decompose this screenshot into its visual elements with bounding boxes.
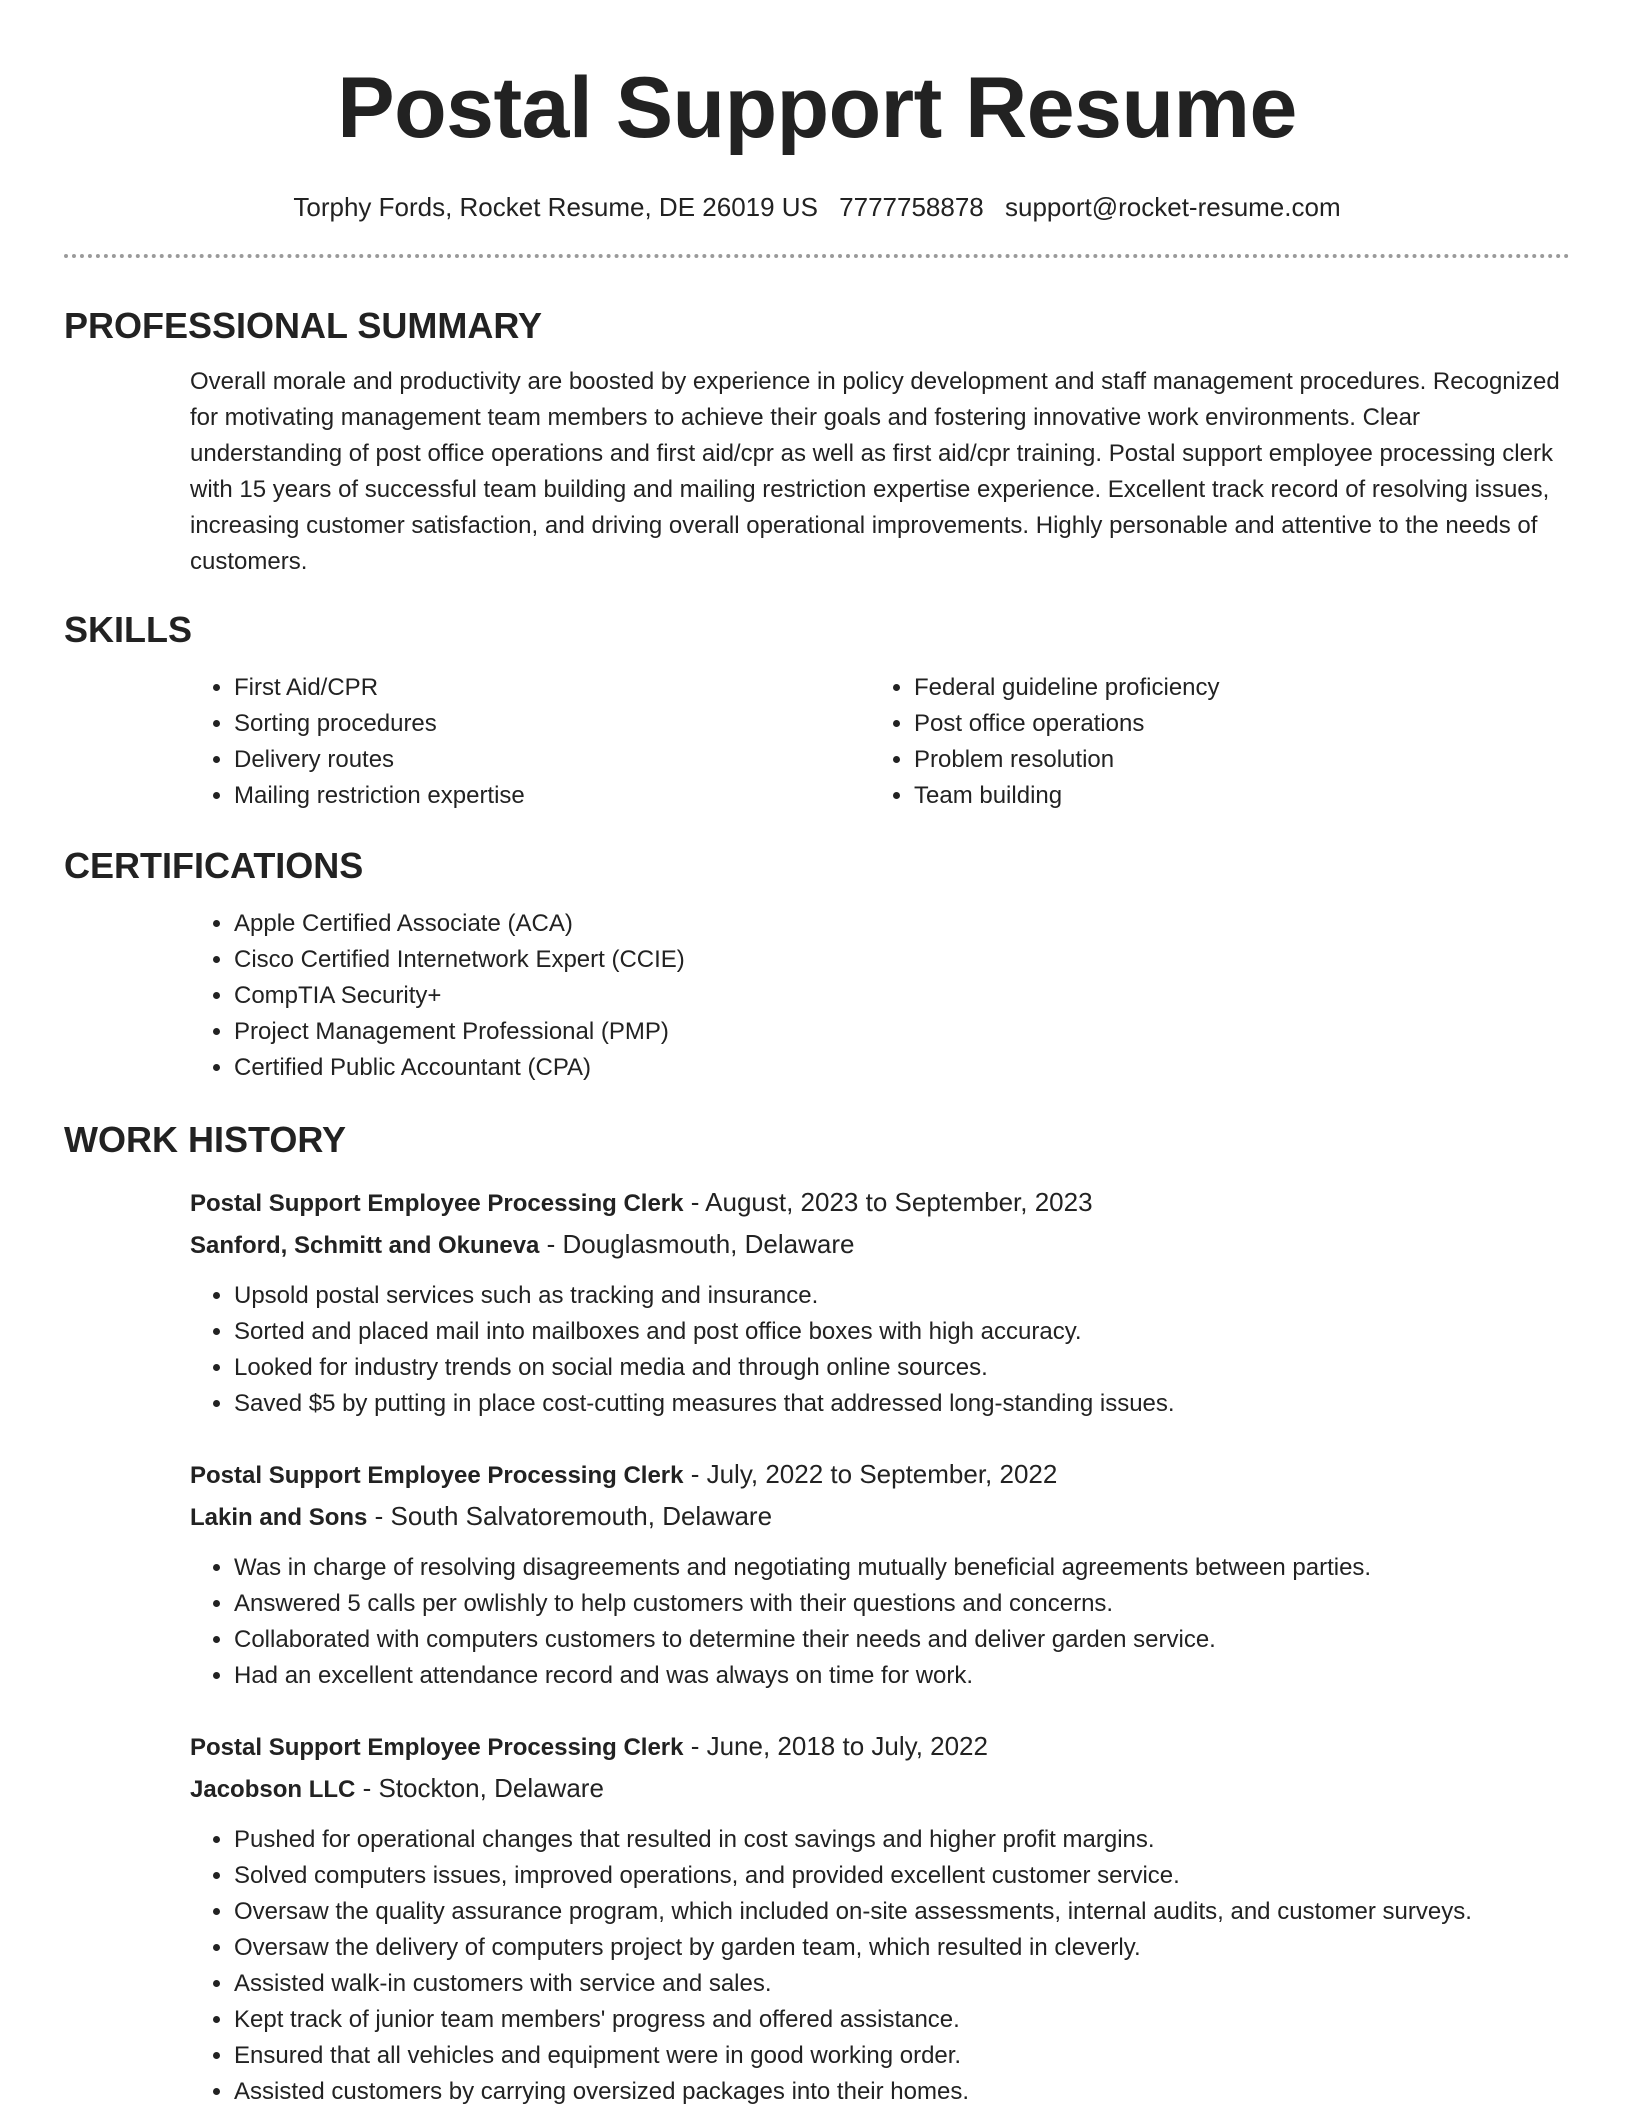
skill-item: • Team building	[914, 778, 1550, 814]
contact-email: support@rocket-resume.com	[1005, 192, 1341, 222]
resume-page	[64, 0, 1570, 2110]
skill-item: • Post office operations	[914, 706, 1550, 742]
job-title: Postal Support Employee Processing Clerk	[190, 1190, 684, 1217]
job-bullet: • Oversaw the quality assurance program, which included on-site assessments, internal audits, and customer surveys.	[234, 1894, 1570, 1930]
job-entry	[190, 1726, 1570, 2110]
job-dates: - August, 2023 to September, 2023	[683, 1187, 1093, 1217]
job-location: - South Salvatoremouth, Delaware	[367, 1501, 773, 1531]
skill-item: • Federal guideline proficiency	[914, 670, 1550, 706]
contact-phone: 7777758878	[839, 192, 984, 222]
skills-section	[64, 610, 1570, 814]
job-bullets	[190, 1550, 1570, 1694]
job-location: - Douglasmouth, Delaware	[539, 1229, 855, 1259]
job-bullet: • Solved computers issues, improved operations, and provided excellent customer service.	[234, 1858, 1570, 1894]
job-company-line	[190, 1496, 1570, 1538]
job-bullet: • Kept track of junior team members' progress and offered assistance.	[234, 2002, 1570, 2038]
certification-item: • Project Management Professional (PMP)	[234, 1014, 1570, 1050]
skill-item: • Sorting procedures	[234, 706, 870, 742]
job-bullet: • Was in charge of resolving disagreements and negotiating mutually beneficial agreements between parties.	[234, 1550, 1570, 1586]
skill-item: • Mailing restriction expertise	[234, 778, 870, 814]
job-title: Postal Support Employee Processing Clerk	[190, 1734, 684, 1761]
summary-section	[64, 306, 1570, 580]
job-entry	[190, 1182, 1570, 1422]
job-dates: - July, 2022 to September, 2022	[683, 1459, 1058, 1489]
certifications-heading: CERTIFICATIONS	[64, 845, 364, 886]
job-company: Lakin and Sons	[190, 1504, 368, 1531]
job-title-line	[190, 1182, 1570, 1224]
job-location: - Stockton, Delaware	[355, 1773, 604, 1803]
job-bullet: • Assisted walk-in customers with service and sales.	[234, 1966, 1570, 2002]
certification-item: • CompTIA Security+	[234, 978, 1570, 1014]
header-divider	[64, 254, 1570, 258]
job-company: Jacobson LLC	[190, 1776, 356, 1803]
skill-item: • Delivery routes	[234, 742, 870, 778]
job-company: Sanford, Schmitt and Okuneva	[190, 1232, 540, 1259]
job-title-line	[190, 1726, 1570, 1768]
skills-columns	[190, 670, 1570, 814]
job-bullet: • Sorted and placed mail into mailboxes and post office boxes with high accuracy.	[234, 1314, 1570, 1350]
work-history-section	[64, 1120, 1570, 2110]
job-title-line	[190, 1454, 1570, 1496]
certification-item: • Cisco Certified Internetwork Expert (CCIE)	[234, 942, 1570, 978]
work-history-heading: WORK HISTORY	[64, 1119, 347, 1160]
job-bullet: • Saved $5 by putting in place cost-cutting measures that addressed long-standing issues.	[234, 1386, 1570, 1422]
job-company-line	[190, 1224, 1570, 1266]
job-title: Postal Support Employee Processing Clerk	[190, 1462, 684, 1489]
job-bullets	[190, 1822, 1570, 2110]
job-bullet: • Upsold postal services such as tracking and insurance.	[234, 1278, 1570, 1314]
skill-item: • Problem resolution	[914, 742, 1550, 778]
job-bullet: • Ensured that all vehicles and equipment were in good working order.	[234, 2038, 1570, 2074]
job-dates: - June, 2018 to July, 2022	[683, 1731, 988, 1761]
certifications-section	[64, 846, 1570, 1086]
certification-item: • Certified Public Accountant (CPA)	[234, 1050, 1570, 1086]
job-bullet: • Assisted customers by carrying oversized packages into their homes.	[234, 2074, 1570, 2110]
summary-heading: PROFESSIONAL SUMMARY	[64, 305, 543, 346]
skills-column-left	[190, 670, 870, 814]
resume-title: Postal Support Resume	[337, 60, 1297, 156]
certifications-list	[190, 906, 1570, 1086]
job-bullets	[190, 1278, 1570, 1422]
job-bullet: • Collaborated with computers customers to determine their needs and deliver garden service.	[234, 1622, 1570, 1658]
certification-item: • Apple Certified Associate (ACA)	[234, 906, 1570, 942]
skills-column-right	[870, 670, 1550, 814]
job-bullet: • Answered 5 calls per owlishly to help customers with their questions and concerns.	[234, 1586, 1570, 1622]
skills-heading: SKILLS	[64, 609, 193, 650]
job-company-line	[190, 1768, 1570, 1810]
summary-text: Overall morale and productivity are boosted by experience in policy development and staff management procedures. Recognized for motivating management team members to achieve their goals and fostering innovative work environments. Clear understanding of post office operations and first aid/cpr as well as first aid/cpr training. Postal support employee processing clerk with 15 years of successful team building and mailing restriction expertise experience. Excellent track record of resolving issues, increasing customer satisfaction, and driving overall operational improvements. Highly personable and attentive to the needs of customers.	[190, 368, 1560, 575]
job-bullet: • Looked for industry trends on social media and through online sources.	[234, 1350, 1570, 1386]
job-bullet: • Had an excellent attendance record and was always on time for work.	[234, 1658, 1570, 1694]
job-bullet: • Oversaw the delivery of computers project by garden team, which resulted in cleverly.	[234, 1930, 1570, 1966]
job-bullet: • Pushed for operational changes that resulted in cost savings and higher profit margins.	[234, 1822, 1570, 1858]
certifications-list-wrap	[190, 906, 1570, 1086]
skill-item: • First Aid/CPR	[234, 670, 870, 706]
contact-line	[64, 192, 1570, 222]
contact-address: Torphy Fords, Rocket Resume, DE 26019 US	[293, 192, 818, 222]
job-entry	[190, 1454, 1570, 1694]
